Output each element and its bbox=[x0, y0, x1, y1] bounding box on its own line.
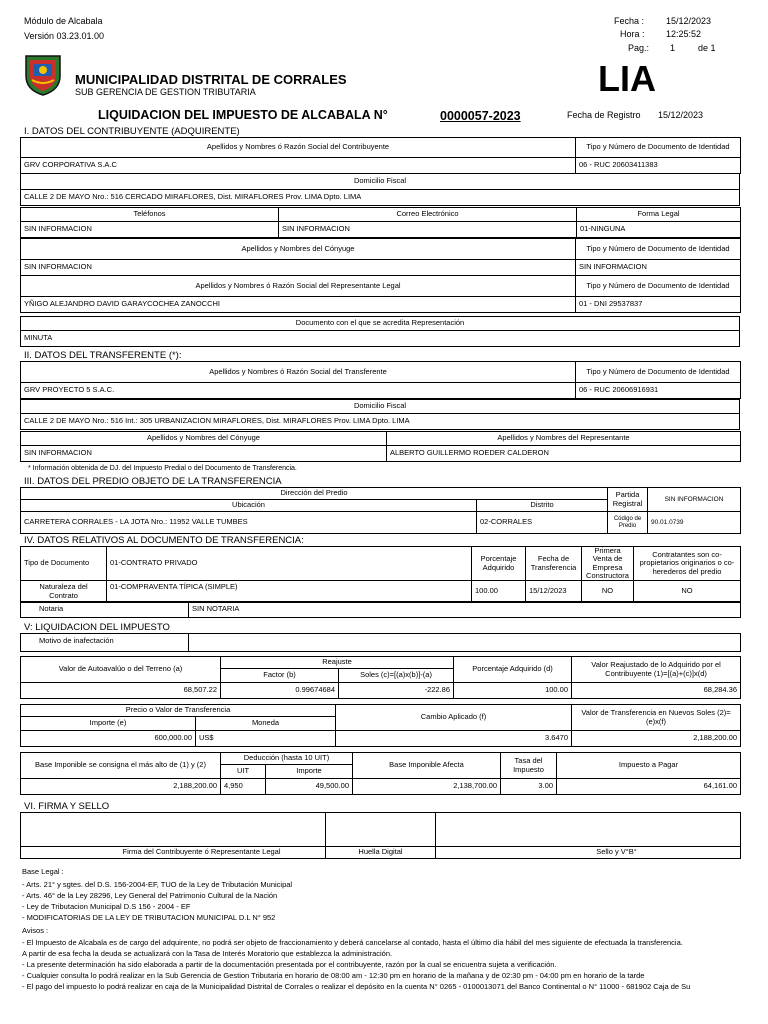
notaria: SIN NOTARIA bbox=[189, 602, 741, 618]
transferente-doc: 06 - RUC 20606916931 bbox=[576, 383, 741, 399]
h-importe: Importe (e) bbox=[21, 717, 196, 731]
ubicacion: CARRETERA CORRALES - LA JOTA Nro.: 11952 VALLE TUMBES bbox=[21, 512, 477, 534]
contribuyente-domicilio: CALLE 2 DE MAYO Nro.: 516 CERCADO MIRAFLORES, Dist. MIRAFLORES Prov. LIMA Dpto. LIMA bbox=[21, 190, 740, 206]
section-5-title: V: LIQUIDACION DEL IMPUESTO bbox=[24, 622, 170, 633]
transferente-nombre: GRV PROYECTO 5 S.A.C. bbox=[21, 383, 576, 399]
liquidacion-table-2 bbox=[20, 704, 741, 747]
h-cambio: Cambio Aplicado (f) bbox=[336, 705, 572, 731]
domicilio-table bbox=[20, 173, 740, 206]
moneda: US$ bbox=[196, 731, 336, 747]
avisos-title: Avisos : bbox=[22, 926, 49, 935]
sello-area bbox=[436, 813, 741, 847]
cambio: 3.6470 bbox=[336, 731, 572, 747]
base-legal-title: Base Legal : bbox=[22, 867, 64, 876]
h-distrito: Distrito bbox=[477, 500, 608, 512]
h-uit: UIT bbox=[221, 765, 266, 779]
base-legal-item: - Arts. 46° de la Ley 28296, Ley General del Patrimonio Cultural de la Nación bbox=[22, 891, 278, 900]
transferente-note: * Información obtenida de DJ. del Impuesto Predial o del Documento de Transferencia. bbox=[28, 465, 297, 472]
h-partida: Partida Registral bbox=[608, 488, 648, 512]
naturaleza: 01-COMPRAVENTA TÍPICA (SIMPLE) bbox=[107, 581, 472, 603]
registro-value: 15/12/2023 bbox=[658, 110, 704, 120]
porcentaje-adquirido: 100.00 bbox=[472, 581, 526, 603]
pag-of: de 1 bbox=[698, 43, 716, 53]
valor-reajustado: 68,284.36 bbox=[572, 683, 741, 699]
base-legal-item: - Arts. 21° y sgtes. del D.S. 156-2004-EF, TUO de la Ley de Tributación Municipal bbox=[22, 880, 293, 889]
aviso-item: - El pago del impuesto lo podrá realizar en caja de la Municipalidad Distrital de Corrales o realizar el depósito en la cuenta N° 0265 - 0100013071 del Banco Continental o N° 11000 - 681902 Caja de Su bbox=[22, 982, 691, 991]
h-doc-transferente: Tipo y Número de Documento de Identidad bbox=[576, 362, 741, 383]
aviso-item: - El Impuesto de Alcabala es de cargo del adquirente, no podrá ser objeto de fraccionamiento y deberá cancelarse al contado, hasta el último día hábil del mes siguiente de efectuada la transferencia. bbox=[22, 938, 683, 947]
transferente-conyuge-table bbox=[20, 431, 741, 462]
h-primera-venta: Primera Venta de Empresa Constructora bbox=[582, 547, 634, 581]
h-domicilio: Domicilio Fiscal bbox=[21, 174, 740, 190]
h-porcentaje: Porcentaje Adquirido (d) bbox=[454, 657, 572, 683]
h-telefonos: Teléfonos bbox=[21, 208, 279, 222]
h-autoavaluo: Valor de Autoavalúo o del Terreno (a) bbox=[21, 657, 221, 683]
h-base-afecta: Base Imponible Afecta bbox=[353, 753, 501, 779]
h-reajuste: Reajuste bbox=[221, 657, 454, 669]
contribuyente-nombre: GRV CORPORATIVA S.A.C bbox=[21, 158, 576, 174]
forma-legal: 01-NINGUNA bbox=[577, 222, 741, 238]
fecha-label: Fecha : bbox=[614, 16, 645, 26]
h-codigo-predio: Código de Predio bbox=[608, 512, 648, 534]
telefonos: SIN INFORMACION bbox=[21, 222, 279, 238]
contribuyente-table bbox=[20, 137, 741, 174]
municipal-shield-logo bbox=[22, 52, 64, 96]
tasa: 3.00 bbox=[501, 779, 557, 795]
base-legal-item: - MODIFICATORIAS DE LA LEY DE TRIBUTACION MUNICIPAL D.L N° 952 bbox=[22, 913, 276, 922]
motivo-table bbox=[20, 633, 741, 652]
aviso-item: - Cualquier consulta lo podrá realizar en la Sub Gerencia de Gestion Tributaria en horario de 08:00 am - 12:30 pm en horario de la mañana y de 02:30 pm - 04:00 pm en horario de la tarde bbox=[22, 971, 645, 980]
notaria-table bbox=[20, 601, 741, 618]
h-valor-reajustado: Valor Reajustado de lo Adquirido por el Contribuyente (1)=[(a)+(c)]x(d) bbox=[572, 657, 741, 683]
doc-representante: 01 - DNI 29537837 bbox=[576, 297, 741, 313]
section-6-title: VI. FIRMA Y SELLO bbox=[24, 801, 110, 812]
doc-number: 0000057-2023 bbox=[440, 109, 521, 123]
hora-value: 12:25:52 bbox=[666, 29, 702, 39]
h-deduccion: Deducción (hasta 10 UIT) bbox=[221, 753, 353, 765]
base-legal-item: - Ley de Tributacion Municipal D.S 156 - 2004 - EF bbox=[22, 902, 191, 911]
h-precio: Precio o Valor de Transferencia bbox=[21, 705, 336, 717]
motivo-inafectacion bbox=[189, 634, 741, 652]
hora-label: Hora : bbox=[620, 29, 645, 39]
pag-value: 1 bbox=[670, 43, 676, 53]
valor-nuevos-soles: 2,188,200.00 bbox=[572, 731, 741, 747]
codigo-predio: 90.01.0739 bbox=[648, 512, 741, 534]
h-representante: Apellidos y Nombres ó Razón Social del Representante Legal bbox=[21, 276, 576, 297]
h-soles: Soles (c)=[(a)x(b)]-(a) bbox=[339, 669, 454, 683]
version: Versión 03.23.01.00 bbox=[24, 31, 105, 41]
h-motivo-inafectacion: Motivo de inafectación bbox=[21, 634, 189, 652]
section-3-title: III. DATOS DEL PREDIO OBJETO DE LA TRANSFERENCIA bbox=[24, 476, 282, 487]
section-4-title: IV. DATOS RELATIVOS AL DOCUMENTO DE TRANSFERENCIA: bbox=[24, 535, 304, 546]
factor: 0.99674684 bbox=[221, 683, 339, 699]
liquidacion-table-1 bbox=[20, 656, 741, 699]
h-conyuge: Apellidos y Nombres del Cónyuge bbox=[21, 239, 576, 260]
acredita-table bbox=[20, 316, 740, 347]
module-name: Módulo de Alcabala bbox=[24, 16, 103, 26]
fecha-value: 15/12/2023 bbox=[666, 16, 712, 26]
h-domicilio-transferente: Domicilio Fiscal bbox=[21, 400, 740, 414]
registro-label: Fecha de Registro bbox=[567, 110, 641, 120]
representante: YÑIGO ALEJANDRO DAVID GARAYCOCHEA ZANOCCHI bbox=[21, 297, 576, 313]
predio-table bbox=[20, 487, 741, 534]
primera-venta: NO bbox=[582, 581, 634, 603]
transferente-table bbox=[20, 361, 741, 399]
doc-title: LIQUIDACION DEL IMPUESTO DE ALCABALA N° bbox=[98, 108, 388, 122]
h-impuesto: Impuesto a Pagar bbox=[557, 753, 741, 779]
tipo-documento: 01-CONTRATO PRIVADO bbox=[107, 547, 472, 581]
impuesto-a-pagar: 64,161.00 bbox=[557, 779, 741, 795]
h-forma-legal: Forma Legal bbox=[577, 208, 741, 222]
contacto-table bbox=[20, 207, 741, 238]
firma-label: Firma del Contribuyente ó Representante Legal bbox=[21, 847, 326, 859]
h-rep-transferente: Apellidos y Nombres del Representante bbox=[387, 432, 741, 446]
h-contratantes: Contratantes son co-propietarios originarios o co-herederos del predio bbox=[634, 547, 741, 581]
sello-label: Sello y V°B° bbox=[436, 847, 741, 859]
h-doc-conyuge: Tipo y Número de Documento de Identidad bbox=[576, 239, 741, 260]
h-porcentaje-adquirido: Porcentaje Adquirido bbox=[472, 547, 526, 581]
fecha-transferencia: 15/12/2023 bbox=[526, 581, 582, 603]
h-correo: Correo Electrónico bbox=[279, 208, 577, 222]
importe-deduccion: 49,500.00 bbox=[266, 779, 353, 795]
autoavaluo: 68,507.22 bbox=[21, 683, 221, 699]
liquidacion-table-3 bbox=[20, 752, 741, 795]
acredita: MINUTA bbox=[21, 331, 740, 347]
h-nombre: Apellidos y Nombres ó Razón Social del Contribuyente bbox=[21, 138, 576, 158]
h-doc-representante: Tipo y Número de Documento de Identidad bbox=[576, 276, 741, 297]
correo: SIN INFORMACION bbox=[279, 222, 577, 238]
contribuyente-doc: 06 - RUC 20603411383 bbox=[576, 158, 741, 174]
firma-area bbox=[21, 813, 326, 847]
transferente-representante: ALBERTO GUILLERMO ROEDER CALDERON bbox=[387, 446, 741, 462]
porcentaje: 100.00 bbox=[454, 683, 572, 699]
h-tasa: Tasa del Impuesto bbox=[501, 753, 557, 779]
h-moneda: Moneda bbox=[196, 717, 336, 731]
h-conyuge-transferente: Apellidos y Nombres del Cónyuge bbox=[21, 432, 387, 446]
h-fecha-transferencia: Fecha de Transferencia bbox=[526, 547, 582, 581]
uit: 4,950 bbox=[221, 779, 266, 795]
lia-mark: LIA bbox=[598, 58, 656, 99]
h-factor: Factor (b) bbox=[221, 669, 339, 683]
contratantes: NO bbox=[634, 581, 741, 603]
section-1-title: I. DATOS DEL CONTRIBUYENTE (ADQUIRENTE) bbox=[24, 126, 240, 137]
base-afecta: 2,138,700.00 bbox=[353, 779, 501, 795]
h-naturaleza: Naturaleza del Contrato bbox=[21, 581, 107, 603]
transferente-domicilio-table bbox=[20, 399, 740, 430]
municipality-name: MUNICIPALIDAD DISTRITAL DE CORRALES bbox=[75, 72, 347, 87]
aviso-item: - La presente determinación ha sido elaborada a partir de la documentación presentada por el contribuyente, razón por la cual se encuentra sujeta a verificación. bbox=[22, 960, 557, 969]
h-ubicacion: Ubicación bbox=[21, 500, 477, 512]
h-notaria: Notaria bbox=[21, 602, 189, 618]
transferente-domicilio: CALLE 2 DE MAYO Nro.: 516 Int.: 305 URBANIZACION MIRAFLORES, Dist. MIRAFLORES Prov. LIMA Dpto. LIMA bbox=[21, 414, 740, 430]
huella-area bbox=[326, 813, 436, 847]
h-importe-deduccion: Importe bbox=[266, 765, 353, 779]
soles: -222.86 bbox=[339, 683, 454, 699]
conyuge-table bbox=[20, 238, 741, 313]
distrito: 02-CORRALES bbox=[477, 512, 608, 534]
pag-label: Pag.: bbox=[628, 43, 650, 53]
huella-label: Huella Digital bbox=[326, 847, 436, 859]
sub-gerencia: SUB GERENCIA DE GESTION TRIBUTARIA bbox=[75, 87, 256, 97]
transferente-conyuge: SIN INFORMACION bbox=[21, 446, 387, 462]
conyuge: SIN INFORMACION bbox=[21, 260, 576, 276]
aviso-item: A partir de esa fecha la deuda se actualizará con la Tasa de Interés Moratorio que establezca la administración. bbox=[22, 949, 393, 958]
partida: SIN INFORMACION bbox=[648, 488, 741, 512]
importe: 600,000.00 bbox=[21, 731, 196, 747]
doc-conyuge: SIN INFORMACION bbox=[576, 260, 741, 276]
base-imponible: 2,188,200.00 bbox=[21, 779, 221, 795]
h-transferente: Apellidos y Nombres ó Razón Social del Transferente bbox=[21, 362, 576, 383]
section-2-title: II. DATOS DEL TRANSFERENTE (*): bbox=[24, 350, 182, 361]
h-tipo-documento: Tipo de Documento bbox=[21, 547, 107, 581]
h-direccion-predio: Dirección del Predio bbox=[21, 488, 608, 500]
h-acredita: Documento con el que se acredita Representación bbox=[21, 317, 740, 331]
firma-table bbox=[20, 812, 741, 859]
h-base-imponible: Base Imponible se consigna el más alto de (1) y (2) bbox=[21, 753, 221, 779]
h-doc: Tipo y Número de Documento de Identidad bbox=[576, 138, 741, 158]
documento-table bbox=[20, 546, 741, 603]
h-valor-nuevos-soles: Valor de Transferencia en Nuevos Soles (2)=(e)x(f) bbox=[572, 705, 741, 731]
